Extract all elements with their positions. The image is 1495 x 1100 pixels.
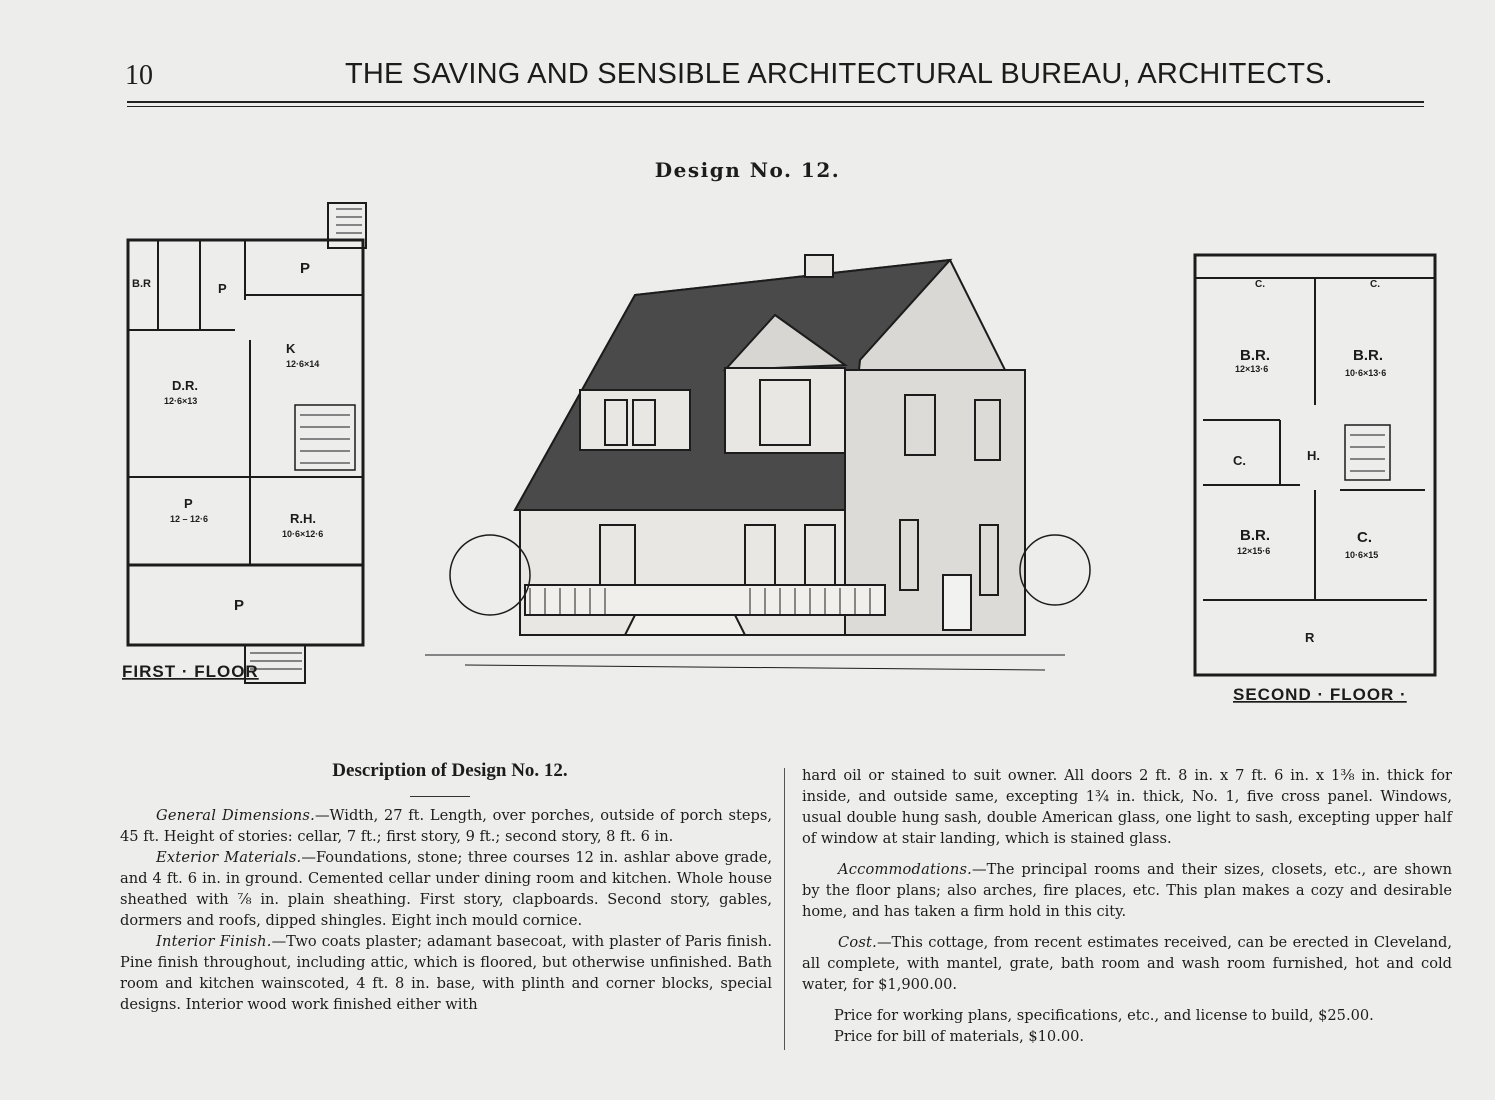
description-heading: Description of Design No. 12. [332,760,568,781]
exterior-materials-label: Exterior Materials. [156,849,302,866]
heading-underline [410,796,470,797]
room-label: K [286,341,296,356]
room-label: C. [1357,529,1372,546]
first-floor-plan [110,195,380,690]
second-floor-plan [1185,250,1450,715]
exterior-materials-paragraph [120,847,772,931]
first-floor-caption: FIRST · FLOOR [122,662,259,681]
house-illustration [405,250,1095,700]
room-label: P [300,260,311,277]
interior-finish-text: —Two coats plaster; adamant basecoat, with plaster of Paris finish. Pine finish throughout, including attic, which is floored, but otherwise unfinished. Bath room and kitchen wainscoted, 4 ft. 8 in. base, with plinth and corner blocks, special designs. Interior wood work finished either with [120,933,773,1013]
interior-finish-paragraph [120,931,772,1015]
accommodations-text: —The principal rooms and their sizes, closets, etc., are shown by the floor plans; also arches, fire places, etc. This plan makes a cozy and desirable home, and has taken a firm hold in this city. [802,861,1452,920]
design-title: Design No. 12. [654,158,841,182]
room-size: 10·6×12·6 [282,529,324,539]
room-size: 10·6×15 [1345,550,1379,560]
cost-paragraph [802,932,1452,995]
room-label: B.R. [1353,347,1383,364]
header-rule [127,101,1424,103]
room-label: P [218,281,227,296]
room-label: B.R [132,278,151,290]
room-label: B.R. [1240,527,1270,544]
interior-finish-label: Interior Finish. [156,933,272,950]
page-number: 10 [125,60,153,91]
description-left-column [120,805,772,1015]
general-dimensions-label: General Dimensions. [156,807,315,824]
general-dimensions-text: —Width, 27 ft. Length, over porches, outside of porch steps, 45 ft. Height of stories: cellar, 7 ft.; first story, 9 ft.; second story, 8 ft. 6 in. [120,807,773,845]
room-label: D.R. [172,378,198,393]
room-label: C. [1233,453,1246,468]
room-size: 12·6×14 [286,359,320,369]
cost-text: —This cottage, from recent estimates received, can be erected in Cleveland, all complete, with mantel, grate, bath room and wash room furnished, hot and cold water, for $1,900.00. [802,934,1452,993]
running-head: THE SAVING AND SENSIBLE ARCHITECTURAL BUREAU, ARCHITECTS. [345,58,1333,90]
description-right-column [802,765,1452,1047]
room-label: C. [1370,279,1380,290]
room-size: 12×15·6 [1237,546,1271,556]
general-dimensions-paragraph [120,805,772,847]
room-label: R [1305,630,1315,645]
accommodations-paragraph [802,859,1452,922]
room-size: 12×13·6 [1235,364,1269,374]
header-rule-thin [127,106,1424,107]
room-size: 10·6×13·6 [1345,368,1387,378]
price-plans: Price for working plans, specifications, etc., and license to build, $25.00. [834,1007,1374,1024]
room-label: P [234,597,245,614]
room-label: C. [1255,279,1265,290]
cost-label: Cost. [838,934,877,951]
second-floor-caption: SECOND · FLOOR · [1233,685,1407,704]
room-size: 12·6×13 [164,396,198,406]
continued-paragraph: hard oil or stained to suit owner. All doors 2 ft. 8 in. x 7 ft. 6 in. x 1⅜ in. thick for inside, and outside same, excepting 1¾ in. thick, No. 1, five cross panel. Windows, usual double hung sash, double American glass, one light to sash, excepting upper half of window at stair landing, which is stained glass. [802,767,1452,847]
exterior-materials-text: —Foundations, stone; three courses 12 in. ashlar above grade, and 4 ft. 6 in. in ground. Cemented cellar under dining room and kitchen. Whole house sheathed with ⅞ in. plain sheathing. First story, clapboards. Second story, gables, dormers and roofs, dipped shingles. Eight inch mould cornice. [120,849,772,929]
room-label: H. [1307,448,1320,463]
column-divider [784,768,785,1050]
room-label: B.R. [1240,347,1270,364]
room-size: 12 – 12·6 [170,514,209,524]
price-materials: Price for bill of materials, $10.00. [834,1028,1085,1045]
room-label: R.H. [290,511,316,526]
room-label: P [184,496,193,511]
accommodations-label: Accommodations. [838,861,973,878]
